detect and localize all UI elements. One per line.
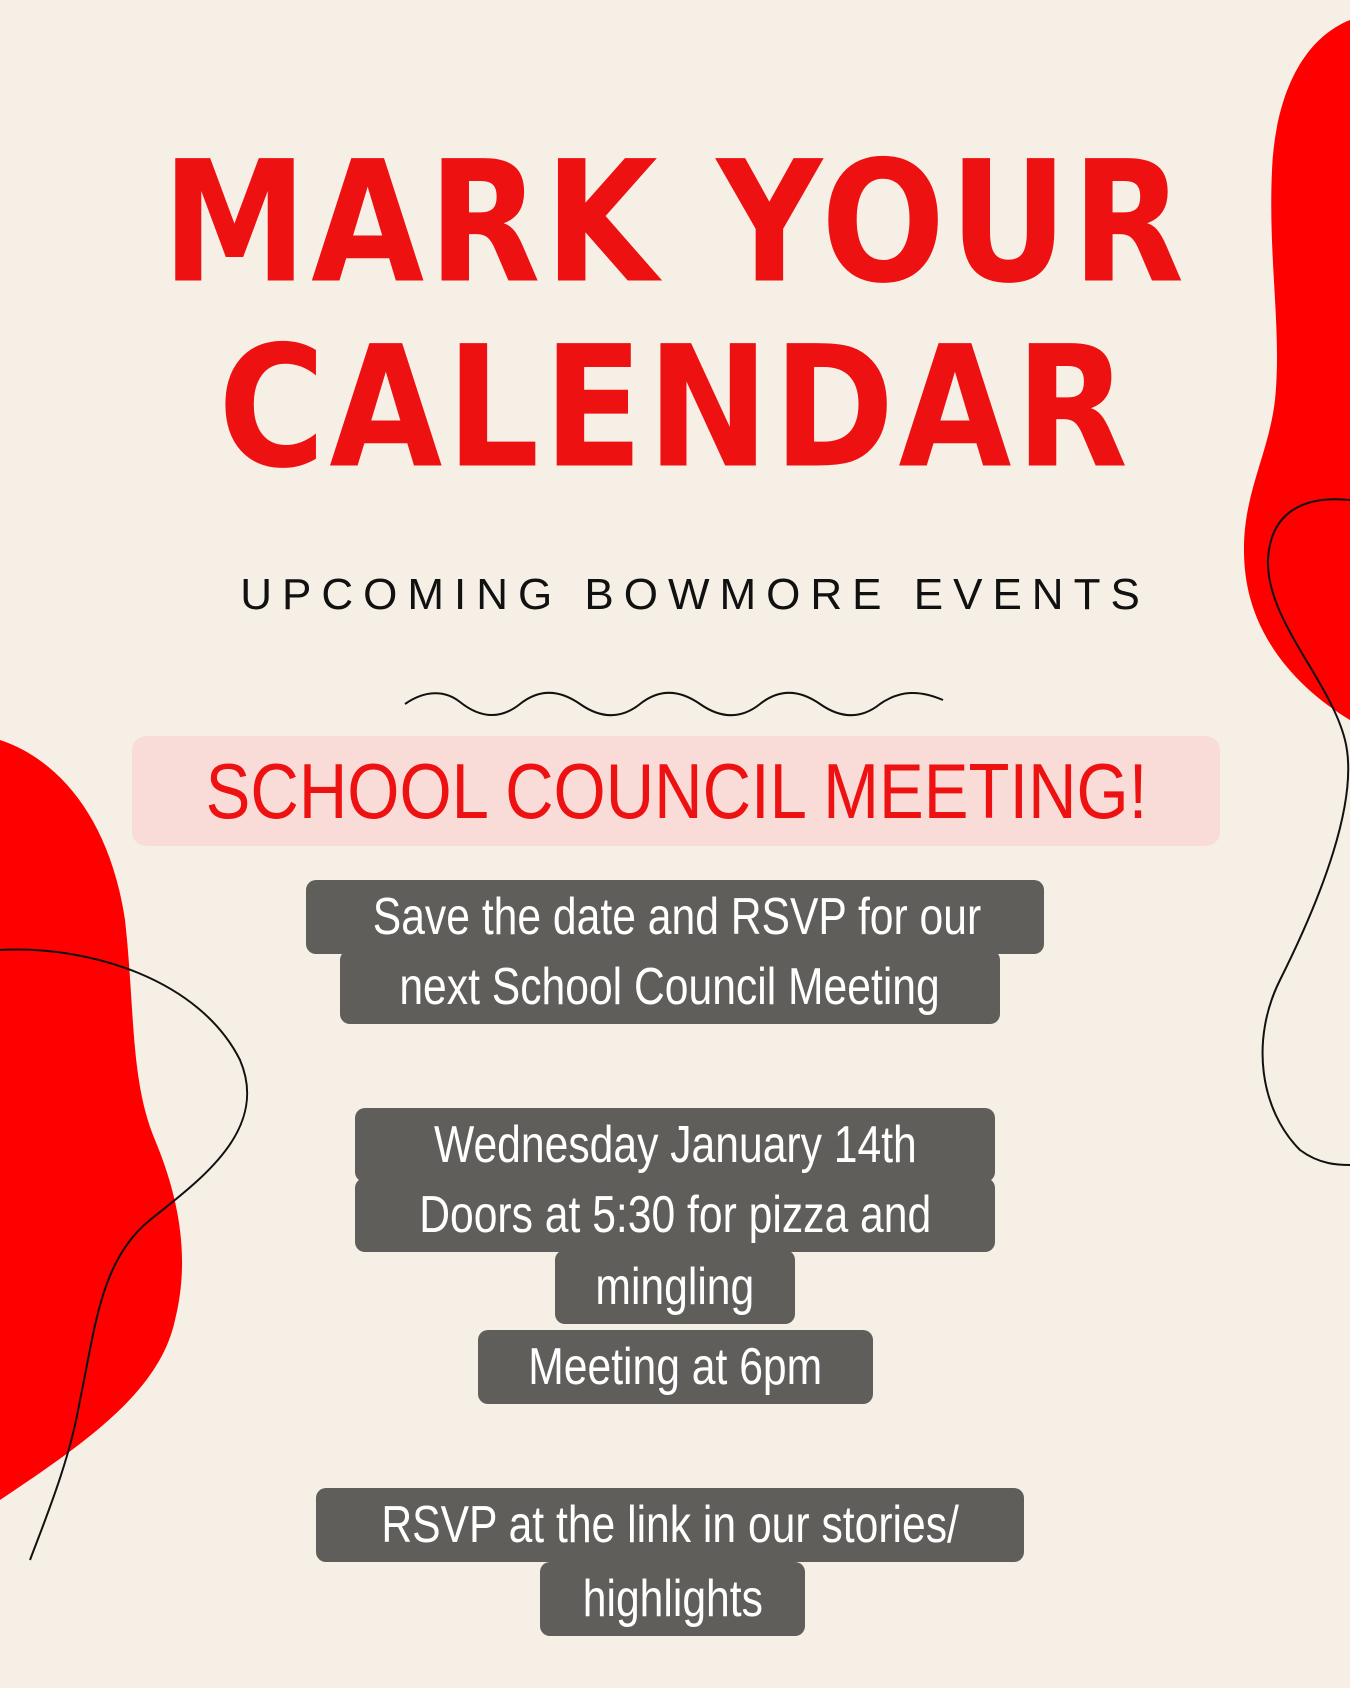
rsvp-line-1: RSVP at the link in our stories/ [316, 1488, 1024, 1562]
title-line-2: CALENDAR [218, 310, 1132, 506]
details-line-3: mingling [555, 1250, 795, 1324]
intro-line-2: next School Council Meeting [340, 950, 1000, 1024]
event-heading: SCHOOL COUNCIL MEETING! [205, 746, 1147, 835]
details-line-1: Wednesday January 14th [355, 1108, 995, 1182]
intro-line-1: Save the date and RSVP for our [306, 880, 1044, 954]
title-line-1: MARK YOUR [161, 125, 1189, 321]
details-line-4: Meeting at 6pm [478, 1330, 873, 1404]
rsvp-line-2: highlights [540, 1562, 805, 1636]
left-red-blob [0, 740, 182, 1500]
wavy-divider [405, 693, 943, 716]
event-heading-box [132, 736, 1220, 846]
details-line-2: Doors at 5:30 for pizza and [355, 1178, 995, 1252]
subtitle: UPCOMING BOWMORE EVENTS [240, 570, 1150, 619]
